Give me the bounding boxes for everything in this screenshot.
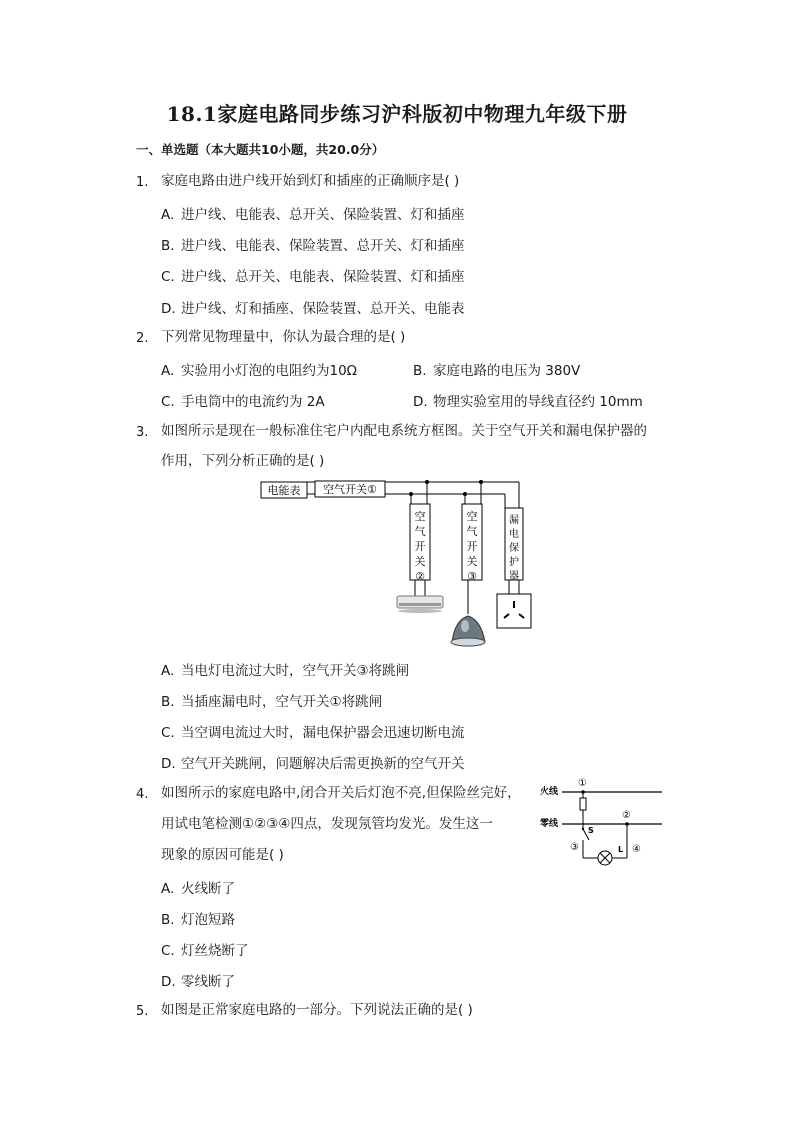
switch-3-label: 空气开关 ③: [466, 510, 478, 583]
option-c[interactable]: C. 手电筒中的电流约为 2A: [161, 394, 325, 410]
point-2: ②: [622, 810, 631, 821]
option-b[interactable]: B. 进户线、电能表、保险装置、总开关、灯和插座: [161, 238, 465, 254]
question-stem: 下列常见物理量中，你认为最合理的是( ): [161, 329, 406, 345]
question-number: 3.: [136, 425, 149, 440]
neutral-wire-label: 零线: [540, 819, 559, 829]
option-b[interactable]: B. 当插座漏电时，空气开关①将跳闸: [161, 694, 383, 710]
option-b[interactable]: B. 灯泡短路: [161, 912, 235, 928]
option-d[interactable]: D. 进户线、灯和插座、保险装置、总开关、电能表: [161, 301, 465, 317]
question-stem-line-1: 如图所示是现在一般标准住宅户内配电系统方框图。关于空气开关和漏电保护器的: [161, 423, 647, 439]
distribution-diagram: [255, 474, 545, 654]
ceiling-lamp-icon: [451, 616, 485, 646]
lamp-label: L: [618, 845, 624, 854]
question-stem-line-2: 用试电笔检测①②③④四点，发现氖管均发光。发生这一: [161, 816, 493, 832]
page-title: 18.1家庭电路同步练习沪科版初中物理九年级下册: [166, 102, 628, 126]
option-c[interactable]: C. 灯丝烧断了: [161, 943, 249, 959]
switch-2-label: 空气开关 ②: [414, 510, 426, 583]
question-stem-line-2: 作用，下列分析正确的是( ): [161, 453, 325, 469]
fuse: [580, 798, 586, 810]
circuit-diagram: [536, 774, 666, 869]
live-wire-label: 火线: [540, 787, 559, 797]
option-d[interactable]: D. 物理实验室用的导线直径约 10mm: [413, 394, 643, 410]
socket-icon: [497, 594, 531, 628]
option-a[interactable]: A. 火线断了: [161, 881, 235, 897]
question-stem: 如图是正常家庭电路的一部分。下列说法正确的是( ): [161, 1002, 473, 1018]
point-1: ①: [578, 778, 587, 789]
meter-label: 电能表: [267, 484, 301, 497]
point-4: ④: [632, 844, 641, 855]
question-number: 2.: [136, 331, 149, 346]
main-switch-label: 空气开关①: [323, 483, 377, 496]
option-d[interactable]: D. 零线断了: [161, 974, 235, 990]
option-a[interactable]: A. 实验用小灯泡的电阻约为10Ω: [161, 363, 357, 379]
option-c[interactable]: C. 当空调电流过大时，漏电保护器会迅速切断电流: [161, 725, 465, 741]
leakage-protector-label: 漏电保护器: [509, 515, 519, 582]
option-a[interactable]: A. 进户线、电能表、总开关、保险装置、灯和插座: [161, 207, 465, 223]
option-b[interactable]: B. 家庭电路的电压为 380V: [413, 363, 581, 379]
switch-label: S: [588, 826, 594, 835]
option-a[interactable]: A. 当电灯电流过大时，空气开关③将跳闸: [161, 663, 410, 679]
question-stem-line-3: 现象的原因可能是( ): [161, 847, 284, 863]
point-3: ③: [570, 842, 579, 853]
air-conditioner-icon: [397, 596, 443, 613]
question-stem: 家庭电路由进户线开始到灯和插座的正确顺序是( ): [161, 173, 460, 189]
option-c[interactable]: C. 进户线、总开关、电能表、保险装置、灯和插座: [161, 269, 465, 285]
question-number: 1.: [136, 175, 149, 190]
option-d[interactable]: D. 空气开关跳闸，问题解决后需更换新的空气开关: [161, 756, 465, 772]
question-number: 5.: [136, 1004, 149, 1019]
question-number: 4.: [136, 787, 149, 802]
section-heading: 一、单选题（本大题共10小题，共20.0分）: [136, 142, 385, 157]
question-stem-line-1: 如图所示的家庭电路中,闭合开关后灯泡不亮,但保险丝完好，: [161, 785, 521, 801]
